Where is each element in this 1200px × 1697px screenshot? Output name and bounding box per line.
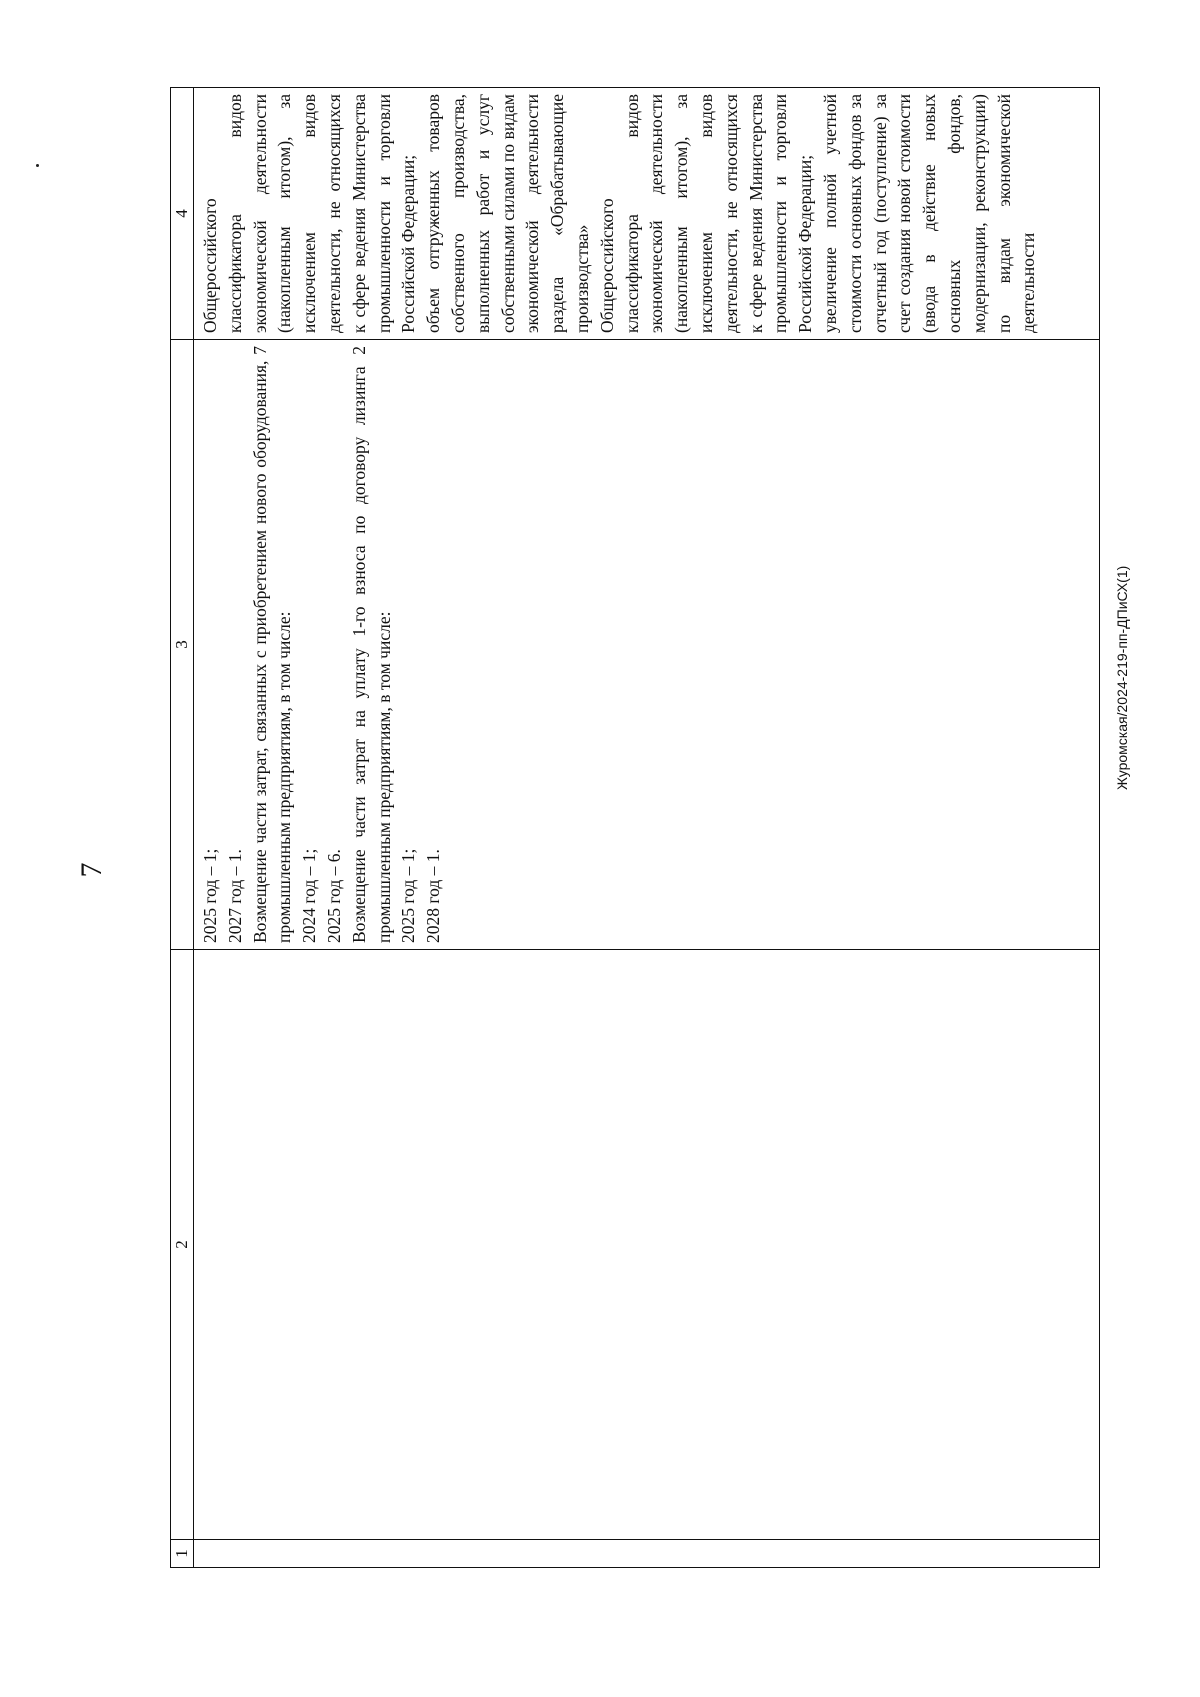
header-col-3: 3 xyxy=(171,340,194,950)
col3-line: Возмещение части затрат, связанных с приобретением нового оборудования, 7 промышленным предприятиям, в том числе: xyxy=(249,346,295,943)
header-col-1: 1 xyxy=(171,1540,194,1568)
header-col-2: 2 xyxy=(171,950,194,1540)
col4-paragraph: объем отгруженных товаров собственного производства, выполненных работ и услуг собственными силами по видам экономической деятельности раздела «Обрабатывающие производства» Общероссийского классификатора видов экономической деятельности (накопленным итогом), за исключением видов деятельности, не относящихся к сфере ведения Министерства промышленности и торговли Российской Федерации; xyxy=(423,94,816,333)
col3-line: 2025 год – 1; xyxy=(398,848,419,943)
cell-col-3 xyxy=(194,340,1100,950)
table-header-row xyxy=(171,88,194,1568)
col4-paragraph: Общероссийского классификатора видов экономической деятельности (накопленным итогом), за исключением видов деятельности, не относящихся к сфере ведения Министерства промышленности и торговли Российской Федерации; xyxy=(200,94,419,333)
document-code: Журомская/2024-219-пп-ДПиСХ(1) xyxy=(1114,565,1130,790)
col3-line: 2027 год – 1. xyxy=(224,849,245,943)
cell-col-1 xyxy=(194,1540,1100,1568)
cell-col-2 xyxy=(194,950,1100,1540)
col4-paragraph: увеличение полной учетной стоимости основных фондов за отчетный год (поступление) за счет создания новой стоимости (ввода в действие новых основных фондов, модернизации, реконструкции) по видам экономической деятельности xyxy=(819,94,1039,333)
table-row xyxy=(194,88,1100,1568)
header-col-4: 4 xyxy=(171,88,194,340)
scan-speck xyxy=(36,164,39,167)
col3-line: 2024 год – 1; xyxy=(299,848,320,943)
cell-col-4 xyxy=(194,88,1100,340)
col3-line: 2025 год – 1; xyxy=(200,848,220,943)
col3-line: Возмещение части затрат на уплату 1-го взноса по договору лизинга 2 промышленным предприятиям, в том числе: xyxy=(348,346,394,943)
col3-line: 2028 год – 1. xyxy=(423,849,444,943)
document-table xyxy=(170,87,1100,1568)
table-container xyxy=(170,88,1100,1568)
col3-line: 2025 год – 6. xyxy=(323,849,344,943)
page-number: 7 xyxy=(75,862,108,878)
